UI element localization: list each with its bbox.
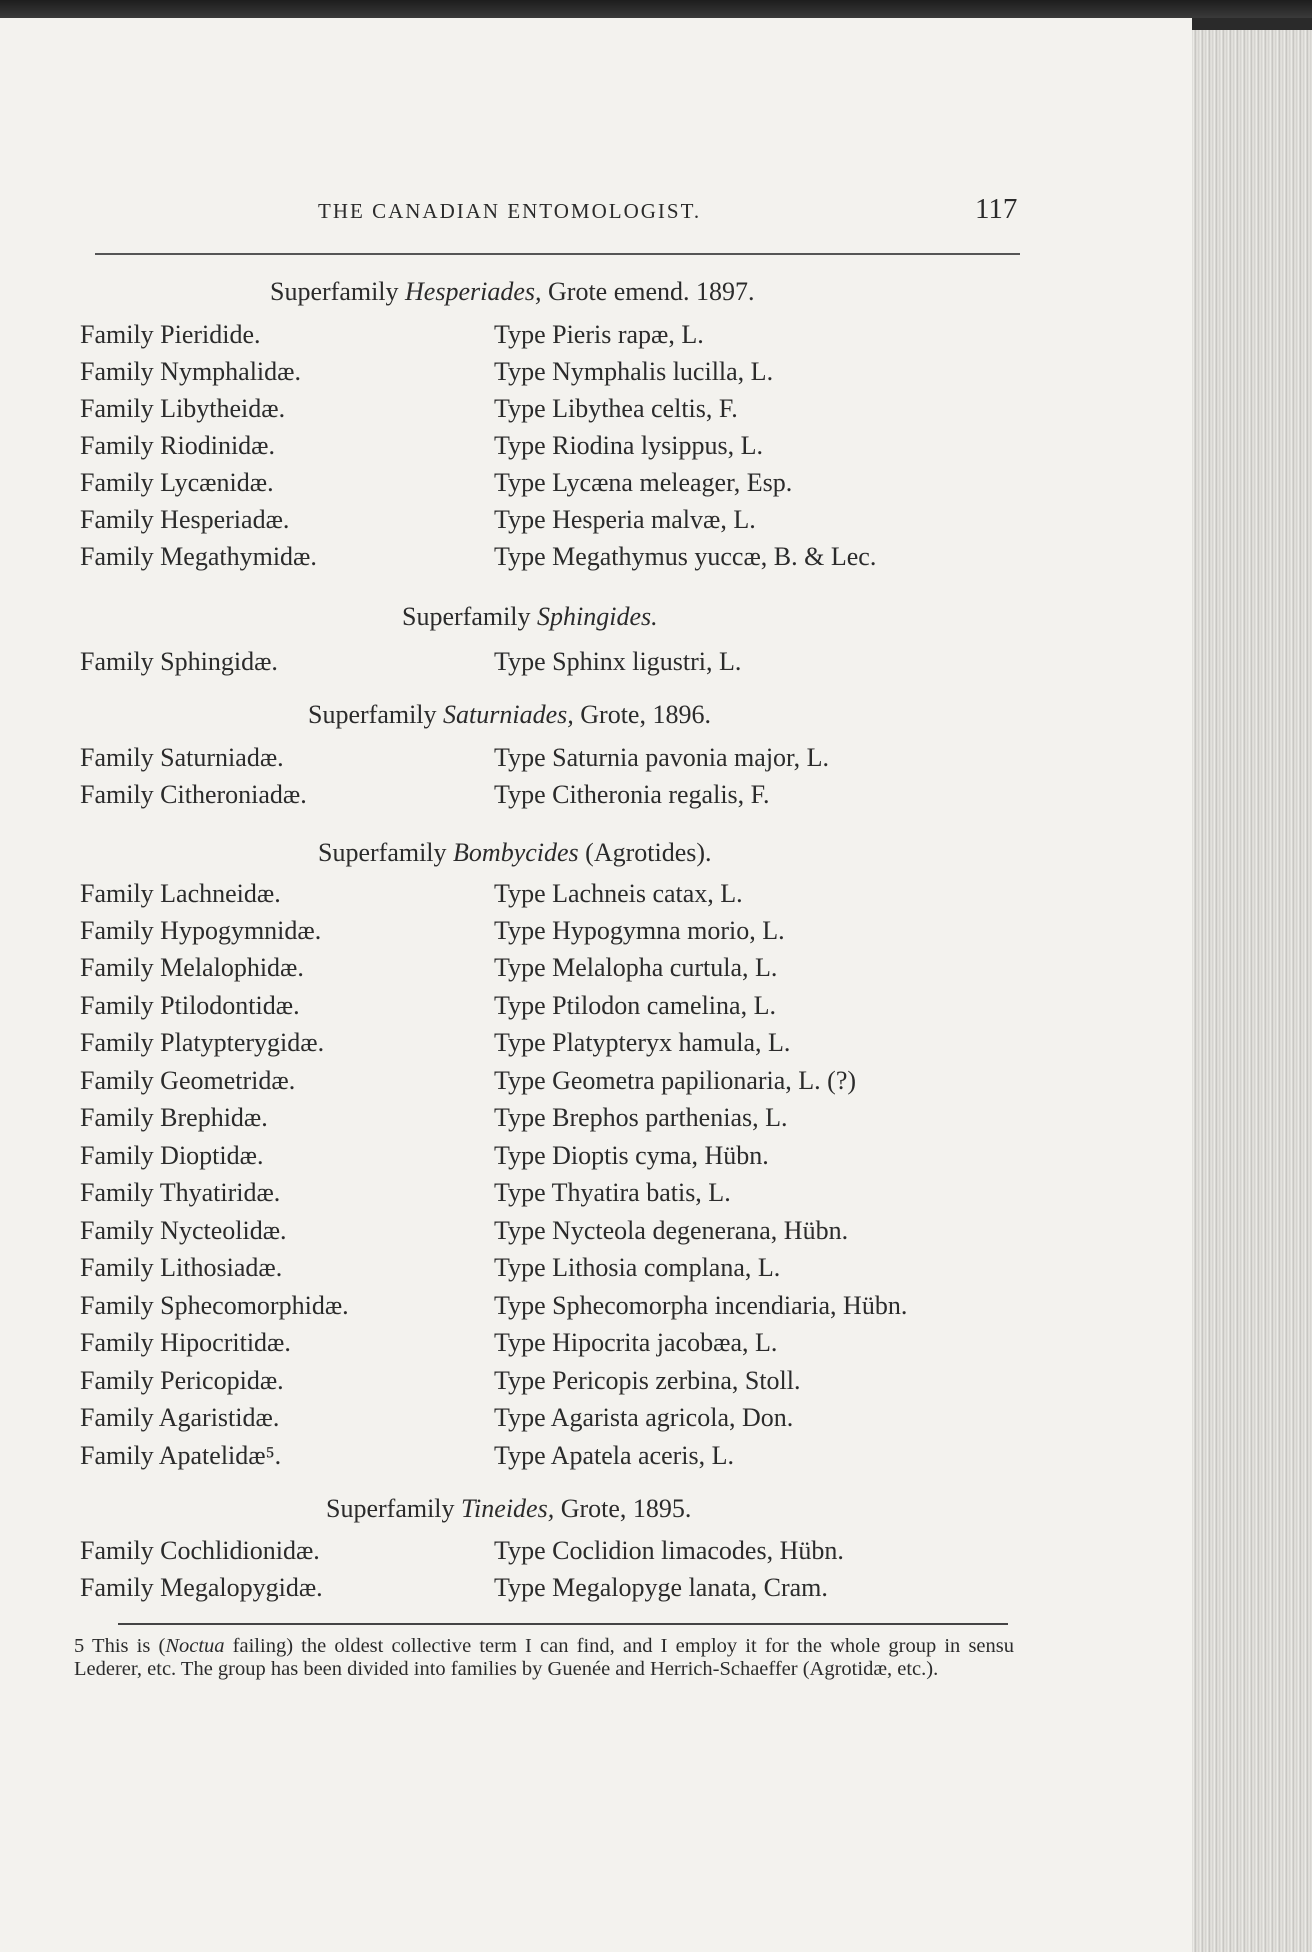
family-name: Family Platypterygidæ. (80, 1028, 325, 1057)
footnote-text: This is ( (92, 1635, 166, 1657)
list-item (0, 991, 1192, 1027)
superfamily-label: Superfamily (318, 838, 447, 867)
superfamily-heading (270, 277, 755, 307)
family-name: Family Megalopygidæ. (80, 1573, 323, 1602)
family-name: Family Saturniadæ. (80, 743, 284, 772)
type-species: Type Nymphalis lucilla, L. (494, 357, 774, 386)
list-item (0, 468, 1192, 504)
family-name: Family Pieridide. (80, 320, 261, 349)
family-name: Family Hesperiadæ. (80, 505, 290, 534)
type-species: Type Lycæna meleager, Esp. (494, 468, 793, 497)
list-item (0, 431, 1192, 467)
family-name: Family Cochlidionidæ. (80, 1536, 320, 1565)
superfamily-label: Superfamily (402, 602, 531, 631)
type-species: Type Hesperia malvæ, L. (494, 505, 756, 534)
family-name: Family Thyatiridæ. (80, 1178, 281, 1207)
superfamily-heading (402, 602, 658, 632)
type-species: Type Riodina lysippus, L. (494, 431, 764, 460)
list-item (0, 780, 1192, 816)
list-item (0, 320, 1192, 356)
superfamily-name: Bombycides (453, 838, 579, 867)
list-item (0, 357, 1192, 393)
family-name: Family Citheroniadæ. (80, 780, 307, 809)
page-header (0, 193, 1192, 239)
list-item (0, 1403, 1192, 1439)
type-species: Type Agarista agricola, Don. (494, 1403, 794, 1432)
page-number: 117 (975, 193, 1018, 225)
list-item (0, 1066, 1192, 1102)
type-species: Type Saturnia pavonia major, L. (494, 743, 830, 772)
superfamily-name: Saturniades, (443, 700, 574, 729)
footnote-rule (118, 1623, 1008, 1625)
type-species: Type Libythea celtis, F. (494, 394, 738, 423)
footnote-italic: Noctua (165, 1635, 225, 1657)
type-species: Type Pericopis zerbina, Stoll. (494, 1366, 801, 1395)
type-species: Type Megathymus yuccæ, B. & Lec. (494, 542, 877, 571)
type-species: Type Brephos parthenias, L. (494, 1103, 788, 1132)
superfamily-label: Superfamily (308, 700, 437, 729)
family-name: Family Geometridæ. (80, 1066, 296, 1095)
footnote-text: failing) the oldest collective term I can find, and I employ it for the whole group in sensu Lederer, etc. The group has been divided into families by Guenée and Herrich-Schaeffer (Agrotidæ, etc.). (74, 1635, 1015, 1680)
type-species: Type Lithosia complana, L. (494, 1253, 781, 1282)
running-title: THE CANADIAN ENTOMOLOGIST. (318, 199, 702, 223)
type-species: Type Apatela aceris, L. (494, 1441, 735, 1470)
list-item (0, 953, 1192, 989)
superfamily-name: Sphingides. (537, 602, 658, 631)
list-item (0, 1141, 1192, 1177)
type-species: Type Hypogymna morio, L. (494, 916, 785, 945)
family-name: Family Hipocritidæ. (80, 1328, 291, 1357)
superfamily-label: Superfamily (326, 1494, 455, 1523)
footnote-number: 5 (74, 1635, 85, 1657)
type-species: Type Platypteryx hamula, L. (494, 1028, 791, 1057)
list-item (0, 1366, 1192, 1402)
type-species: Type Megalopyge lanata, Cram. (494, 1573, 828, 1602)
list-item (0, 394, 1192, 430)
list-item (0, 1253, 1192, 1289)
family-name: Family Agaristidæ. (80, 1403, 280, 1432)
type-species: Type Sphinx ligustri, L. (494, 647, 742, 676)
superfamily-heading (318, 838, 712, 868)
list-item (0, 1103, 1192, 1139)
superfamily-heading (308, 700, 711, 730)
list-item (0, 916, 1192, 952)
family-name: Family Libytheidæ. (80, 394, 286, 423)
family-name: Family Lachneidæ. (80, 879, 281, 908)
list-item (0, 1536, 1192, 1572)
type-species: Type Coclidion limacodes, Hübn. (494, 1536, 844, 1565)
list-item (0, 879, 1192, 915)
header-rule (95, 253, 1020, 255)
scan-top-shadow (0, 0, 1312, 18)
list-item (0, 1291, 1192, 1327)
type-species: Type Thyatira batis, L. (494, 1178, 731, 1207)
family-name: Family Apatelidæ⁵. (80, 1441, 282, 1470)
family-name: Family Lithosiadæ. (80, 1253, 283, 1282)
superfamily-authority: Grote, 1895. (560, 1494, 692, 1523)
family-name: Family Pericopidæ. (80, 1366, 284, 1395)
family-name: Family Lycænidæ. (80, 468, 274, 497)
superfamily-name: Tineides, (461, 1494, 555, 1523)
family-name: Family Melalophidæ. (80, 953, 304, 982)
family-name: Family Riodinidæ. (80, 431, 276, 460)
family-name: Family Nymphalidæ. (80, 357, 301, 386)
superfamily-authority: Grote emend. 1897. (548, 277, 755, 306)
family-name: Family Hypogymnidæ. (80, 916, 322, 945)
family-name: Family Ptilodontidæ. (80, 991, 300, 1020)
type-species: Type Sphecomorpha incendiaria, Hübn. (494, 1291, 908, 1320)
list-item (0, 1028, 1192, 1064)
page-edge-stack (1192, 30, 1312, 1952)
list-item (0, 1573, 1192, 1609)
family-name: Family Nycteolidæ. (80, 1216, 287, 1245)
type-species: Type Dioptis cyma, Hübn. (494, 1141, 769, 1170)
family-name: Family Sphecomorphidæ. (80, 1291, 349, 1320)
list-item (0, 1178, 1192, 1214)
family-name: Family Sphingidæ. (80, 647, 278, 676)
family-name: Family Megathymidæ. (80, 542, 317, 571)
superfamily-heading (326, 1494, 691, 1524)
list-item (0, 1441, 1192, 1477)
list-item (0, 1328, 1192, 1364)
type-species: Type Citheronia regalis, F. (494, 780, 770, 809)
type-species: Type Pieris rapæ, L. (494, 320, 704, 349)
list-item (0, 542, 1192, 578)
superfamily-authority: (Agrotides). (585, 838, 712, 867)
list-item (0, 1216, 1192, 1252)
type-species: Type Hipocrita jacobæa, L. (494, 1328, 778, 1357)
list-item (0, 505, 1192, 541)
type-species: Type Melalopha curtula, L. (494, 953, 778, 982)
family-name: Family Dioptidæ. (80, 1141, 264, 1170)
superfamily-authority: Grote, 1896. (580, 700, 711, 729)
type-species: Type Lachneis catax, L. (494, 879, 743, 908)
superfamily-label: Superfamily (270, 277, 399, 306)
list-item (0, 647, 1192, 683)
type-species: Type Geometra papilionaria, L. (?) (494, 1066, 857, 1095)
type-species: Type Nycteola degenerana, Hübn. (494, 1216, 849, 1245)
list-item (0, 743, 1192, 779)
type-species: Type Ptilodon camelina, L. (494, 991, 776, 1020)
family-name: Family Brephidæ. (80, 1103, 268, 1132)
footnote (74, 1635, 1014, 1681)
superfamily-name: Hesperiades, (405, 277, 542, 306)
